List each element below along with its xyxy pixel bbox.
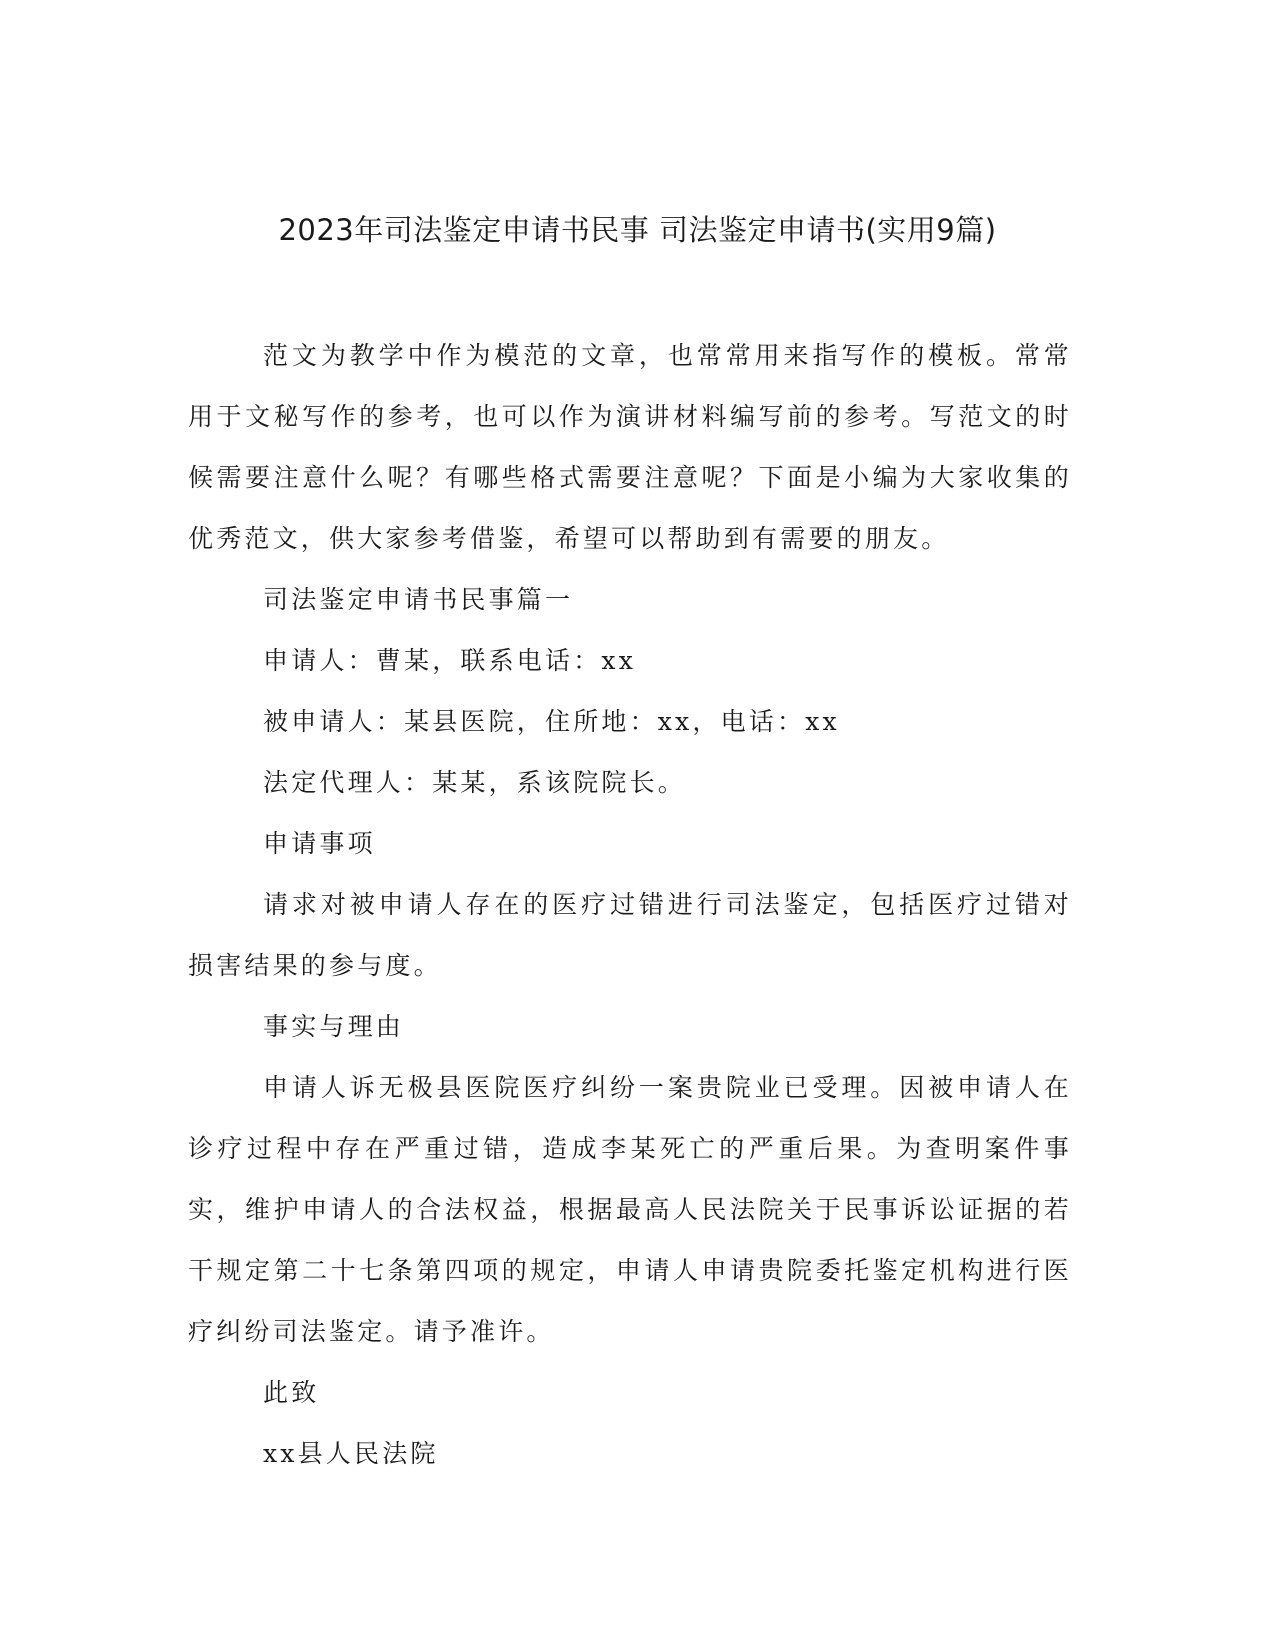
section-heading: 司法鉴定申请书民事篇一 [263,585,574,614]
applicant-line: 申请人：曹某，联系电话：xx [263,646,636,675]
legal-representative-line: 法定代理人：某某，系该院院长。 [263,768,687,797]
addressee-line: xx县人民法院 [263,1439,439,1468]
facts-reasons-paragraph: 申请人诉无极县医院医疗纠纷一案贵院业已受理。因被申请人在诊疗过程中存在严重过错，造成李某死亡的严重后果。为查明案件事实，维护申请人的合法权益，根据最高人民法院关于民事诉讼证据的若干规定第二十七条第四项的规定，申请人申请贵院委托鉴定机构进行医疗纠纷司法鉴定。请予准许。 [188,1073,1072,1346]
respondent-line: 被申请人：某县医院，住所地：xx，电话：xx [263,707,840,736]
salutation-line: 此致 [263,1378,320,1407]
request-items-paragraph: 请求对被申请人存在的医疗过错进行司法鉴定，包括医疗过错对损害结果的参与度。 [188,890,1072,980]
document-body [188,325,1072,1484]
request-items-heading: 申请事项 [263,829,376,858]
facts-reasons-heading: 事实与理由 [263,1012,405,1041]
document-title: 2023年司法鉴定申请书民事 司法鉴定申请书(实用9篇) [278,213,997,247]
intro-paragraph: 范文为教学中作为模范的文章，也常常用来指写作的模板。常常用于文秘写作的参考，也可以作为演讲材料编写前的参考。写范文的时候需要注意什么呢？有哪些格式需要注意呢？下面是小编为大家收集的优秀范文，供大家参考借鉴，希望可以帮助到有需要的朋友。 [188,341,1072,553]
